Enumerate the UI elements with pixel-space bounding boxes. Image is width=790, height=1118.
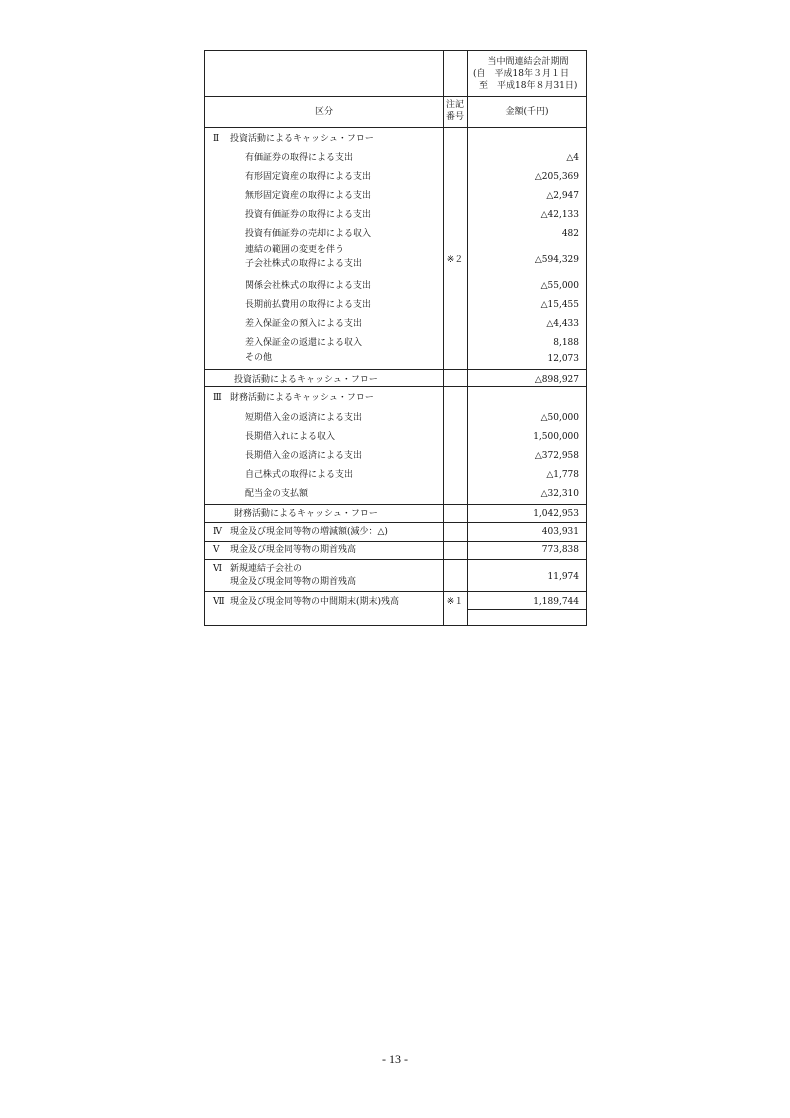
row-label: 投資有価証券の売却による収入: [245, 229, 372, 239]
row-amount: △1,778: [546, 470, 579, 480]
row-label: 長期借入れによる収入: [245, 432, 336, 442]
subtotal-label: 投資活動によるキャッシュ・フロー: [234, 375, 378, 385]
row-label: 有価証券の取得による支出: [245, 153, 354, 163]
closing-rule: [467, 609, 586, 610]
total-amount: 11,974: [547, 572, 579, 582]
row-amount: △2,947: [546, 191, 579, 201]
header-divider: [205, 96, 586, 97]
row-label: 無形固定資産の取得による支出: [245, 191, 372, 201]
row-label: 差入保証金の預入による支出: [245, 319, 363, 329]
row-amount: △42,133: [540, 210, 579, 220]
total-amount: 403,931: [541, 527, 579, 537]
row-divider: [205, 559, 586, 560]
column-divider: [467, 51, 468, 625]
subtotal-amount: 1,042,953: [533, 509, 579, 519]
row-amount: 12,073: [547, 354, 579, 364]
col-amount-header: 金額(千円): [505, 107, 549, 117]
section-number: Ⅶ: [213, 597, 225, 607]
row-divider: [205, 504, 586, 505]
row-amount: △594,329: [534, 255, 579, 265]
row-label: 差入保証金の返還による収入: [245, 338, 363, 348]
cash-flow-table: [204, 50, 587, 626]
row-label: 連結の範囲の変更を伴う: [245, 245, 345, 255]
section-heading: 財務活動によるキャッシュ・フロー: [230, 393, 374, 403]
row-divider: [205, 369, 586, 370]
row-amount: △4,433: [546, 319, 579, 329]
row-label: 投資有価証券の取得による支出: [245, 210, 372, 220]
row-label: 自己株式の取得による支出: [245, 470, 354, 480]
period-from: (自 平成18年３月１日: [473, 69, 569, 79]
row-label-line2: 子会社株式の取得による支出: [245, 259, 363, 269]
header-bottom: [205, 127, 586, 128]
section-number: Ⅵ: [213, 564, 223, 574]
total-amount: 1,189,744: [533, 597, 579, 607]
row-amount: △15,455: [540, 300, 579, 310]
row-label: 長期借入金の返済による支出: [245, 451, 363, 461]
section-number: Ⅳ: [213, 527, 222, 537]
total-label: 現金及び現金同等物の中間期末(期末)残高: [230, 597, 400, 607]
col-note-header-2: 番号: [445, 112, 464, 122]
section-heading: 投資活動によるキャッシュ・フロー: [230, 134, 374, 144]
page-number: - 13 -: [382, 1052, 408, 1066]
row-label: 短期借入金の返済による支出: [245, 413, 363, 423]
total-label-line2: 現金及び現金同等物の期首残高: [230, 577, 357, 587]
row-label: 有形固定資産の取得による支出: [245, 172, 372, 182]
row-amount: △4: [566, 153, 579, 163]
row-amount: 8,188: [553, 338, 579, 348]
row-label: 配当金の支払額: [245, 489, 309, 499]
row-amount: △372,958: [534, 451, 579, 461]
row-label: 長期前払費用の取得による支出: [245, 300, 372, 310]
total-amount: 773,838: [541, 545, 579, 555]
period-title: 当中間連結会計期間: [487, 57, 569, 67]
row-divider: [205, 386, 586, 387]
total-label: 現金及び現金同等物の期首残高: [230, 545, 357, 555]
row-divider: [205, 541, 586, 542]
row-amount: 1,500,000: [533, 432, 579, 442]
row-label: その他: [245, 353, 273, 363]
row-divider: [205, 522, 586, 523]
row-amount: △205,369: [534, 172, 579, 182]
row-amount: △32,310: [540, 489, 579, 499]
total-label: 現金及び現金同等物の増減額(減少：△): [230, 527, 388, 537]
subtotal-label: 財務活動によるキャッシュ・フロー: [234, 509, 378, 519]
col-note-header: 注記: [445, 100, 464, 110]
col-division-header: 区分: [314, 107, 333, 117]
row-amount: 482: [561, 229, 579, 239]
total-label: 新規連結子会社の: [230, 564, 303, 574]
section-number: Ⅴ: [213, 545, 220, 555]
note-reference: ※１: [446, 597, 464, 607]
section-number: Ⅲ: [213, 393, 222, 403]
row-amount: △55,000: [540, 281, 579, 291]
row-amount: △50,000: [540, 413, 579, 423]
row-divider: [205, 591, 586, 592]
subtotal-amount: △898,927: [534, 375, 579, 385]
row-label: 関係会社株式の取得による支出: [245, 281, 372, 291]
period-to: 至 平成18年８月31日): [479, 81, 578, 91]
column-divider: [443, 51, 444, 625]
section-number: Ⅱ: [213, 134, 220, 144]
note-reference: ※２: [446, 255, 464, 265]
